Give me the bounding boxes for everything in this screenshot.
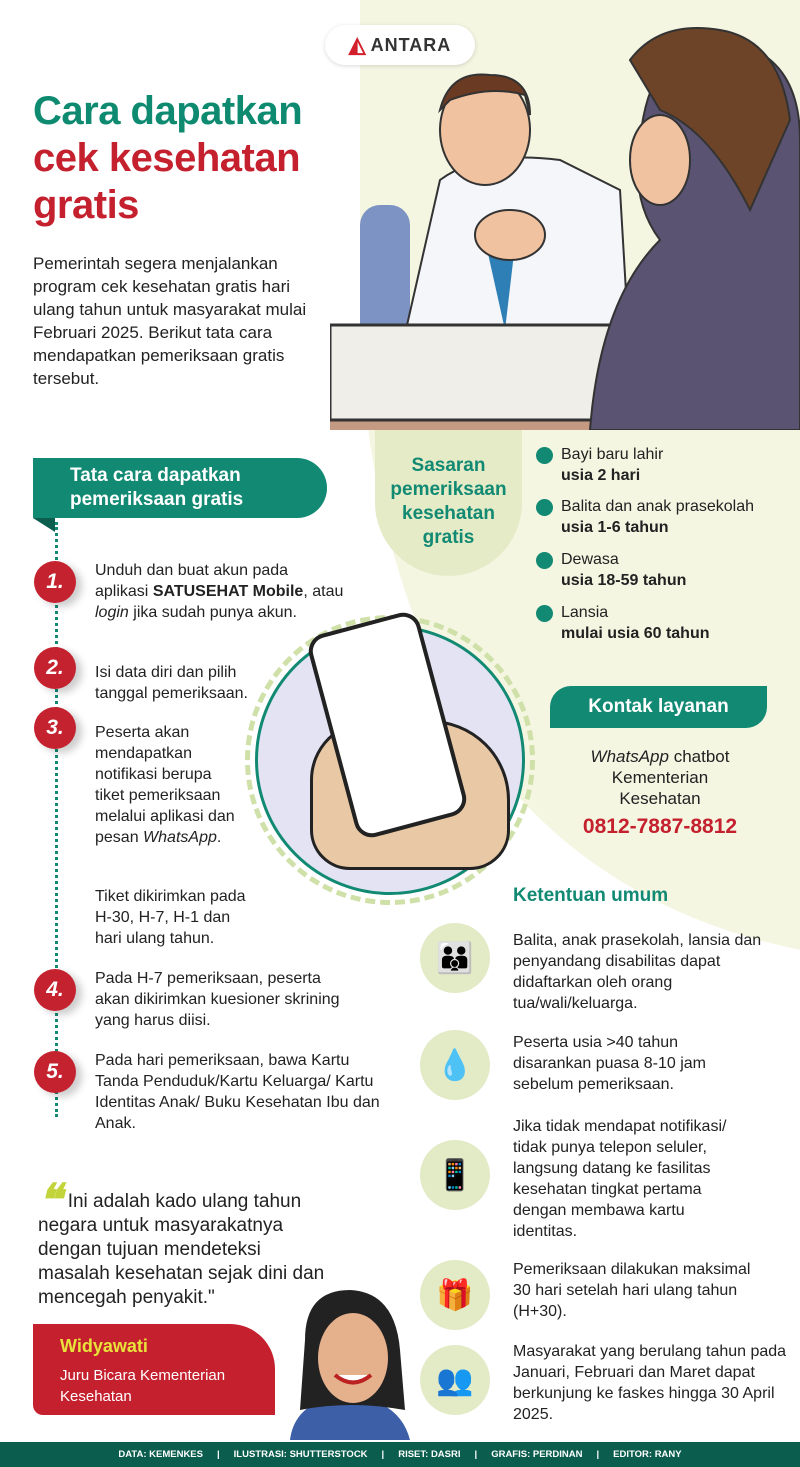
- step-number-4: 4.: [34, 969, 76, 1011]
- step-3-extra: Tiket dikirimkan pada H-30, H-7, H-1 dan hari ulang tahun.: [95, 888, 246, 947]
- credit-illustration: ILUSTRASI: SHUTTERSTOCK: [233, 1449, 368, 1460]
- kontak-channel: WhatsApp: [590, 747, 669, 766]
- gift-icon: 🎁: [420, 1260, 490, 1330]
- bullet-icon: [536, 447, 553, 464]
- step-3-post: .: [216, 829, 222, 846]
- kontak-desc: Kesehatan: [619, 789, 701, 808]
- sasaran-item: [561, 602, 791, 644]
- step-2-text: Isi data diri dan pilih tanggal pemeriksaan.: [95, 664, 248, 702]
- step-1-mid: , atau: [303, 583, 344, 600]
- step-number-2: 2.: [34, 647, 76, 689]
- rule-item: Jika tidak mendapat notifikasi/ tidak punya telepon seluler, langsung datang ke fasilitas kesehatan tingkat pertama dengan membawa kartu identitas.: [513, 1118, 727, 1240]
- step-1-app-name: SATUSEHAT Mobile: [152, 583, 304, 600]
- rule-item: Peserta usia >40 tahun disarankan puasa 8-10 jam sebelum pemeriksaan.: [513, 1034, 707, 1093]
- ketentuan-title: Ketentuan umum: [513, 885, 669, 906]
- antara-logo: [325, 25, 475, 65]
- bullet-icon: [536, 499, 553, 516]
- sasaran-label: Lansia: [561, 604, 609, 621]
- step-5-text: Pada hari pemeriksaan, bawa Kartu Tanda Penduduk/Kartu Keluarga/ Kartu Identitas Anak/ Buku Kesehatan Ibu dan Anak.: [95, 1052, 380, 1132]
- title-line-1: Cara dapatkan: [33, 89, 303, 133]
- quote-text: Ini adalah kado ulang tahun negara untuk masyarakatnya dengan tujuan mendeteksi masalah kesehatan sejak dini dan mencegah penyakit.": [38, 1191, 325, 1308]
- rule-item: Pemeriksaan dilakukan maksimal 30 hari setelah hari ulang tahun (H+30).: [513, 1261, 751, 1320]
- step-1-post: jika sudah punya akun.: [128, 604, 297, 621]
- kontak-phone-number: 0812-7887-8812: [582, 815, 738, 838]
- speaker-portrait: [275, 1280, 420, 1440]
- separator: |: [474, 1449, 478, 1460]
- credit-research: RISET: DASRI: [398, 1449, 461, 1460]
- step-3-text: [95, 722, 245, 848]
- steps-header-line-1: Tata cara dapatkan: [70, 465, 241, 486]
- page-title: [33, 88, 302, 229]
- step-3-pre: Peserta akan mendapatkan notifikasi berupa tiket pemeriksaan melalui aplikasi dan pesan: [95, 724, 235, 846]
- step-number-1: 1.: [34, 561, 76, 603]
- sasaran-value: usia 18-59 tahun: [561, 572, 687, 589]
- speaker-role: Juru Bicara Kementerian Kesehatan: [60, 1367, 226, 1405]
- sasaran-label: Balita dan anak prasekolah: [561, 498, 755, 515]
- credits-footer: [0, 1442, 800, 1467]
- step-4-text: Pada H-7 pemeriksaan, peserta akan dikirimkan kuesioner skrining yang harus diisi.: [95, 970, 340, 1029]
- intro-paragraph: Pemerintah segera menjalankan program cek kesehatan gratis hari ulang tahun untuk masyarakat mulai Februari 2025. Berikut tata cara mendapatkan pemeriksaan gratis tersebut.: [33, 254, 307, 388]
- bullet-icon: [536, 605, 553, 622]
- kontak-desc: chatbot: [668, 747, 730, 766]
- credit-editor: EDITOR: RANY: [613, 1449, 682, 1460]
- people-clinic-icon: 👥: [420, 1345, 490, 1415]
- kontak-description: [560, 746, 760, 809]
- sasaran-label: Bayi baru lahir: [561, 446, 664, 463]
- speaker-name: Widyawati: [60, 1336, 148, 1356]
- family-icon: 👪: [420, 923, 490, 993]
- step-1-login: login: [95, 604, 129, 621]
- sasaran-value: usia 1-6 tahun: [561, 519, 669, 536]
- sasaran-label: Dewasa: [561, 551, 619, 568]
- steps-header: [33, 458, 327, 518]
- antara-logo-icon: ◭: [348, 32, 367, 57]
- kontak-header: Kontak layanan: [550, 686, 767, 728]
- quote-mark-icon: ❝: [38, 1176, 62, 1225]
- bullet-icon: [536, 552, 553, 569]
- credit-graphics: GRAFIS: PERDINAN: [491, 1449, 583, 1460]
- banner-fold: [33, 518, 55, 532]
- kontak-desc: Kementerian: [611, 768, 709, 787]
- timeline-line: [55, 522, 58, 1117]
- step-number-3: 3.: [34, 707, 76, 749]
- separator: |: [381, 1449, 385, 1460]
- credit-data: DATA: KEMENKES: [118, 1449, 203, 1460]
- sasaran-title: Sasaran pemeriksaan kesehatan gratis: [375, 430, 522, 576]
- sasaran-item: [561, 496, 791, 538]
- speaker-card: [33, 1324, 275, 1415]
- step-3-whatsapp: WhatsApp: [143, 829, 217, 846]
- separator: |: [216, 1449, 220, 1460]
- title-line-3: gratis: [33, 183, 139, 227]
- sasaran-item: [561, 549, 791, 591]
- step-number-5: 5.: [34, 1051, 76, 1093]
- separator: |: [596, 1449, 600, 1460]
- logo-text: ANTARA: [370, 34, 452, 55]
- sasaran-item: [561, 444, 791, 486]
- step-1-pre: Unduh dan buat akun pada aplikasi: [95, 562, 289, 600]
- steps-header-line-2: pemeriksaan gratis: [70, 489, 244, 510]
- sasaran-value: mulai usia 60 tahun: [561, 625, 710, 642]
- water-drop-clock-icon: 💧: [420, 1030, 490, 1100]
- title-line-2: cek kesehatan: [33, 136, 301, 180]
- step-1-text: [95, 560, 345, 623]
- rule-item: Masyarakat yang berulang tahun pada Januari, Februari dan Maret dapat berkunjung ke faskes hingga 30 April 2025.: [513, 1343, 787, 1423]
- sasaran-value: usia 2 hari: [561, 467, 641, 484]
- rule-item: Balita, anak prasekolah, lansia dan penyandang disabilitas dapat didaftarkan oleh orang tua/wali/keluarga.: [513, 932, 762, 1012]
- phone-card-icon: 📱: [420, 1140, 490, 1210]
